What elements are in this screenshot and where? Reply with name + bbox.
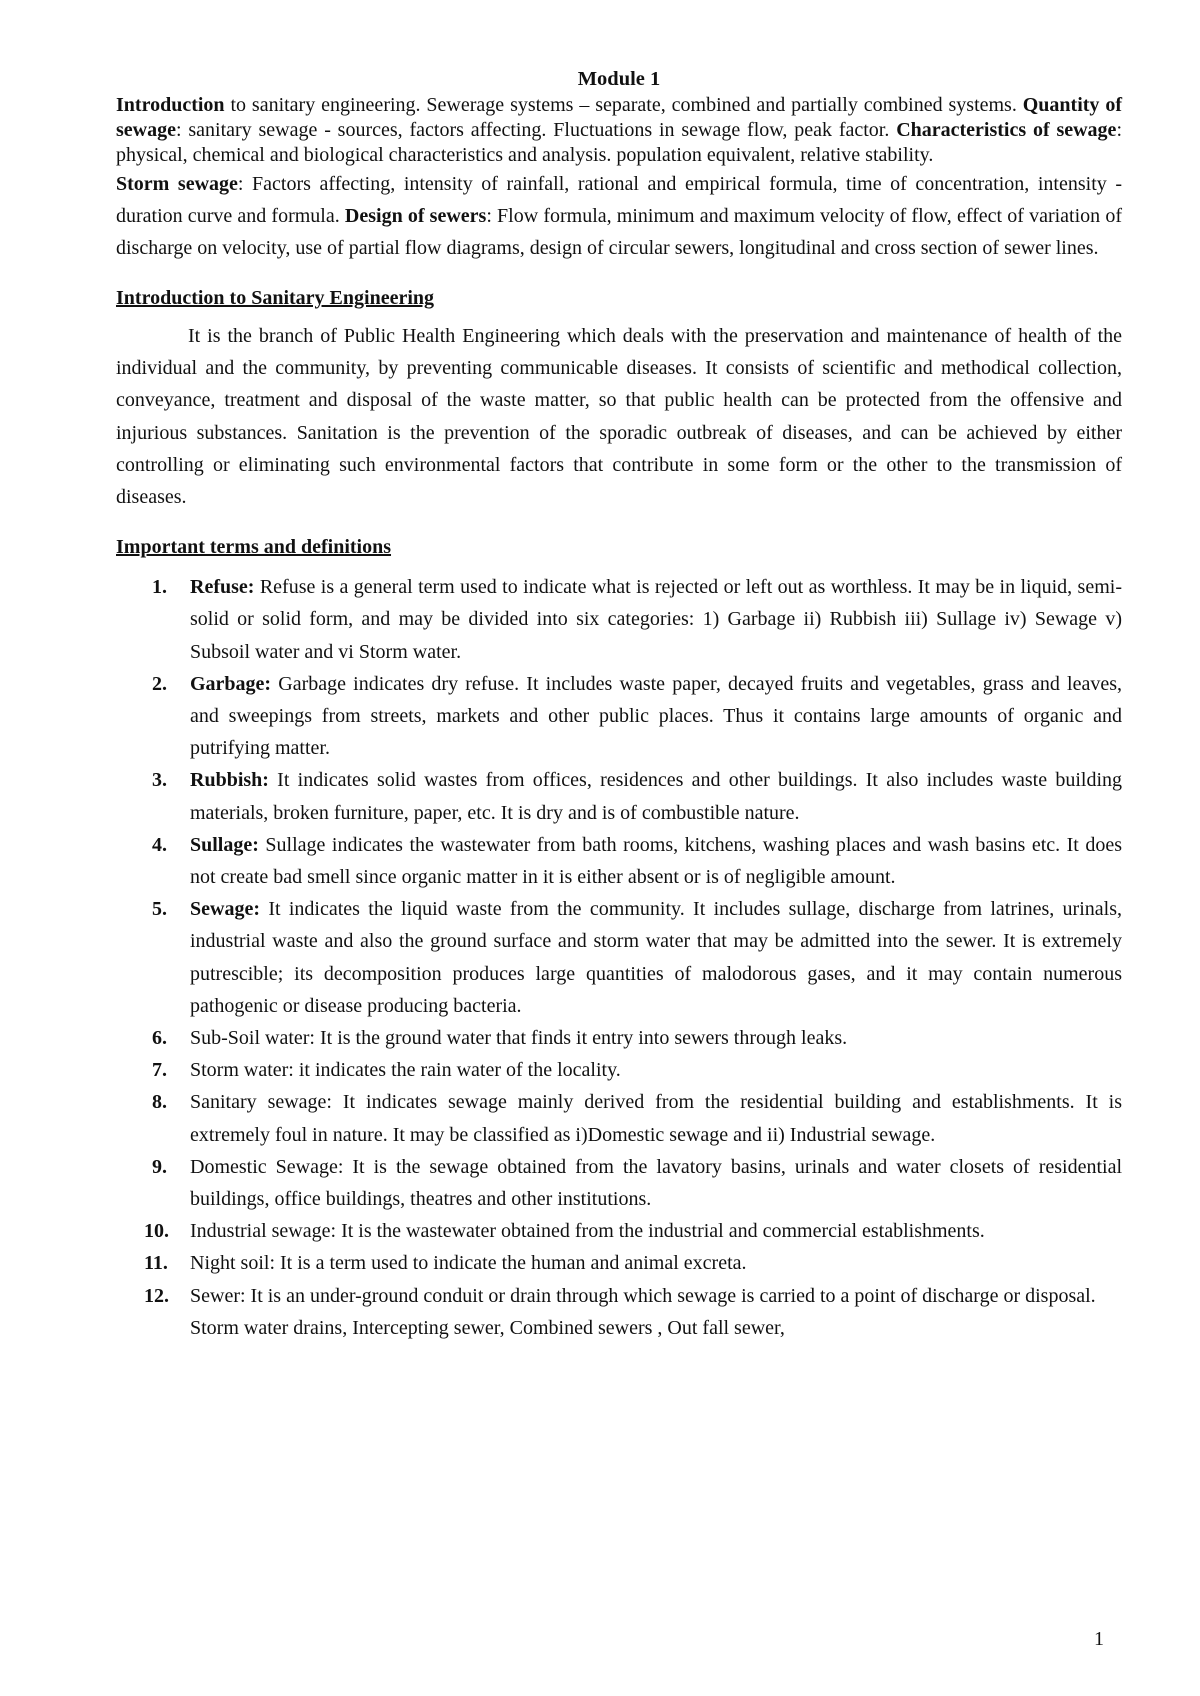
item-term: Sullage:	[190, 833, 259, 856]
syllabus-quantity-text: : sanitary sewage - sources, factors affecting. Fluctuations in sewage flow, peak factor.	[175, 119, 897, 141]
syllabus-intro-text: to sanitary engineering. Sewerage systems – separate, combined and partially combined systems.	[224, 94, 1023, 116]
list-item	[116, 1151, 1122, 1215]
item-number: 8.	[152, 1091, 167, 1114]
item-text: Industrial sewage: It is the wastewater obtained from the industrial and commercial establishments.	[190, 1220, 985, 1243]
item-text: Refuse is a general term used to indicate what is rejected or left out as worthless. It may be in liquid, semi-solid or solid form, and may be divided into six categories: 1) Garbage ii) Rubbish iii) Sullage iv) Sewage v) Subsoil water and vi Storm water.	[190, 576, 1122, 663]
item-number: 11.	[144, 1252, 168, 1275]
list-item	[116, 1280, 1122, 1312]
item-number: 5.	[152, 898, 167, 921]
item-number: 3.	[152, 769, 167, 792]
syllabus-paragraph-2	[116, 168, 1122, 264]
item-text: It indicates the liquid waste from the community. It includes sullage, discharge from latrines, urinals, industrial waste and also the ground surface and storm water that may be admitted into the sewer. It is extremely putrescible; its decomposition produces large quantities of malodorous gases, and it may contain numerous pathogenic or disease producing bacteria.	[190, 898, 1122, 1017]
item-text: Sewer: It is an under-ground conduit or drain through which sewage is carried to a point of discharge or disposal.	[190, 1284, 1096, 1307]
terms-list	[116, 571, 1122, 1312]
item-number: 10.	[144, 1220, 169, 1243]
item-text: Sanitary sewage: It indicates sewage mainly derived from the residential building and establishments. It is extremely foul in nature. It may be classified as i)Domestic sewage and ii) Industrial sewage.	[190, 1091, 1122, 1146]
item-term: Refuse:	[190, 576, 255, 599]
list-item	[116, 893, 1122, 1022]
item-text: Domestic Sewage: It is the sewage obtained from the lavatory basins, urinals and water closets of residential buildings, office buildings, theatres and other institutions.	[190, 1155, 1122, 1211]
list-item	[116, 764, 1122, 828]
item-term: Rubbish:	[190, 769, 269, 792]
item-text: It indicates solid wastes from offices, residences and other buildings. It also includes waste building materials, broken furniture, paper, etc. It is dry and is of combustible nature.	[190, 769, 1122, 824]
sewer-types-line: Storm water drains, Intercepting sewer, Combined sewers , Out fall sewer,	[190, 1316, 785, 1339]
intro-paragraph: It is the branch of Public Health Engineering which deals with the preservation and maintenance of health of the individual and the community, by preventing communicable diseases. It consists of scientific and methodical collection, conveyance, treatment and disposal of the waste matter, so that public health can be protected from the offensive and injurious substances. Sanitation is the prevention of the sporadic outbreak of diseases, and can be achieved by either controlling or eliminating such environmental factors that contribute in some form or the other to the transmission of diseases.	[116, 325, 1122, 509]
item-text: Storm water: it indicates the rain water of the locality.	[190, 1059, 621, 1082]
syllabus-storm-text: : Factors affecting, intensity of rainfall, rational and empirical formula, time of concentration, intensity - duration curve and formula.	[116, 173, 1122, 227]
document-page	[116, 66, 1122, 1344]
syllabus-characteristics-text: : physical, chemical and biological characteristics and analysis. population equivalent, relative stability.	[116, 119, 1122, 166]
intro-heading: Introduction to Sanitary Engineering	[116, 287, 434, 309]
syllabus-paragraph	[116, 93, 1122, 168]
syllabus-design-text: : Flow formula, minimum and maximum velocity of flow, effect of variation of discharge on velocity, use of partial flow diagrams, design of circular sewers, longitudinal and cross section of sewer lines.	[116, 205, 1122, 259]
item-term: Garbage:	[190, 672, 272, 695]
syllabus-characteristics-label: Characteristics of sewage	[896, 119, 1117, 141]
syllabus-design-label: Design of sewers	[344, 205, 487, 227]
terms-heading: Important terms and definitions	[116, 536, 392, 559]
item-text: Garbage indicates dry refuse. It includes waste paper, decayed fruits and vegetables, grass and leaves, and sweepings from streets, markets and other public places. Thus it contains large amounts of organic and putrifying matter.	[190, 672, 1122, 760]
module-title: Module 1	[577, 68, 661, 90]
item-number: 9.	[152, 1155, 167, 1178]
page-number: 1	[1094, 1628, 1104, 1650]
list-item	[116, 1054, 1122, 1086]
item-number: 1.	[152, 576, 167, 599]
item-number: 6.	[152, 1027, 167, 1050]
list-item	[116, 1022, 1122, 1054]
item-number: 12.	[144, 1284, 169, 1307]
item-number: 7.	[152, 1059, 167, 1082]
list-item	[116, 571, 1122, 668]
list-item	[116, 1086, 1122, 1150]
item-text: Night soil: It is a term used to indicate the human and animal excreta.	[190, 1252, 747, 1275]
syllabus-quantity-label: Quantity of sewage	[116, 94, 1122, 141]
item-number: 4.	[152, 833, 167, 856]
list-item	[116, 1247, 1122, 1279]
list-item	[116, 829, 1122, 893]
item-term: Sewage:	[190, 898, 260, 921]
syllabus-intro-label: Introduction	[116, 94, 225, 116]
syllabus-storm-label: Storm sewage	[116, 173, 238, 195]
item-text: Sullage indicates the wastewater from bath rooms, kitchens, washing places and wash basins etc. It does not create bad smell since organic matter in it is either absent or is of negligible amount.	[190, 833, 1122, 889]
item-text: Sub-Soil water: It is the ground water that finds it entry into sewers through leaks.	[190, 1027, 848, 1050]
list-item	[116, 1215, 1122, 1247]
list-item	[116, 668, 1122, 765]
item-number: 2.	[152, 672, 167, 695]
